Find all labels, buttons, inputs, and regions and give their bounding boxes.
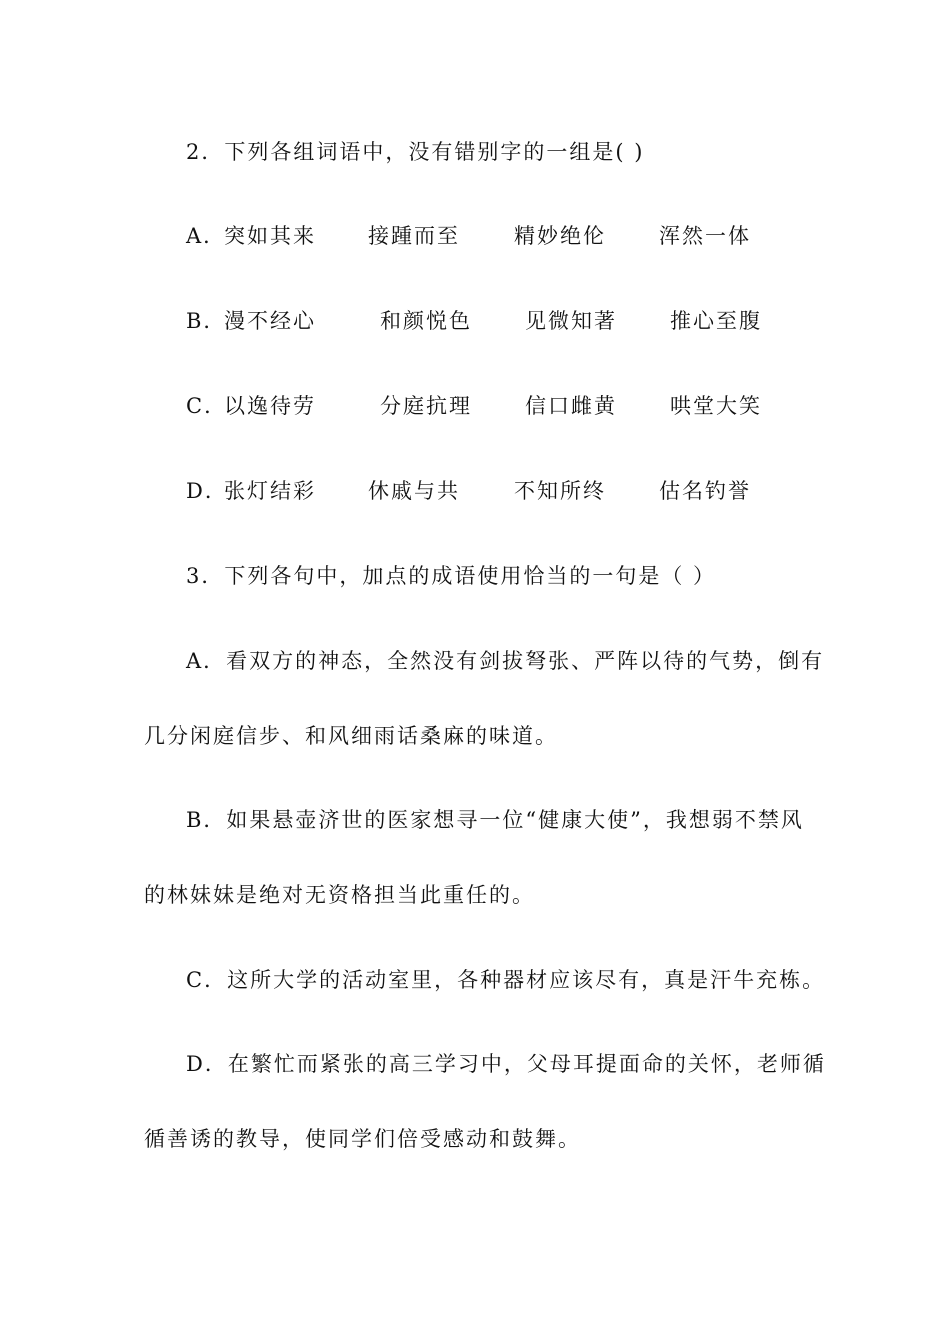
q3-option-d-line2: 循善诱的教导，使同学们倍受感动和鼓舞。 (144, 1127, 581, 1151)
word: 和颜悦色 (380, 309, 472, 333)
word: 接踵而至 (368, 224, 460, 248)
word: 推心至腹 (670, 309, 762, 333)
word: 不知所终 (514, 479, 606, 503)
q3-option-b-line2: 的林妹妹是绝对无资格担当此重任的。 (144, 883, 535, 907)
option-label: C． (186, 394, 228, 418)
question-3-stem: 3．下列各句中，加点的成语使用恰当的一句是（ ） (186, 564, 717, 588)
word: 张灯结彩 (224, 479, 316, 503)
word: 见微知著 (525, 309, 617, 333)
word: 估名钓誉 (659, 479, 751, 503)
word: 哄堂大笑 (670, 394, 762, 418)
q3-option-a-line2: 几分闲庭信步、和风细雨话桑麻的味道。 (144, 724, 558, 748)
option-label: A． (186, 224, 227, 248)
option-label: D． (186, 479, 228, 503)
option-label: B． (186, 309, 227, 333)
word: 休戚与共 (368, 479, 460, 503)
q3-option-b-line1: B．如果悬壶济世的医家想寻一位“健康大使”，我想弱不禁风 (186, 808, 804, 832)
word: 以逸待劳 (224, 394, 316, 418)
word: 信口雌黄 (525, 394, 617, 418)
word: 精妙绝伦 (514, 224, 606, 248)
word: 浑然一体 (659, 224, 751, 248)
word: 分庭抗理 (380, 394, 472, 418)
q3-option-c-line1: C．这所大学的活动室里，各种器材应该尽有，真是汗牛充栋。 (186, 968, 826, 992)
question-2-stem: 2．下列各组词语中，没有错别字的一组是( ) (186, 140, 645, 164)
q3-option-d-line1: D．在繁忙而紧张的高三学习中，父母耳提面命的关怀，老师循 (186, 1052, 826, 1076)
word: 漫不经心 (224, 309, 316, 333)
word: 突如其来 (224, 224, 316, 248)
q3-option-a-line1: A．看双方的神态，全然没有剑拔弩张、严阵以待的气势，倒有 (186, 649, 825, 673)
